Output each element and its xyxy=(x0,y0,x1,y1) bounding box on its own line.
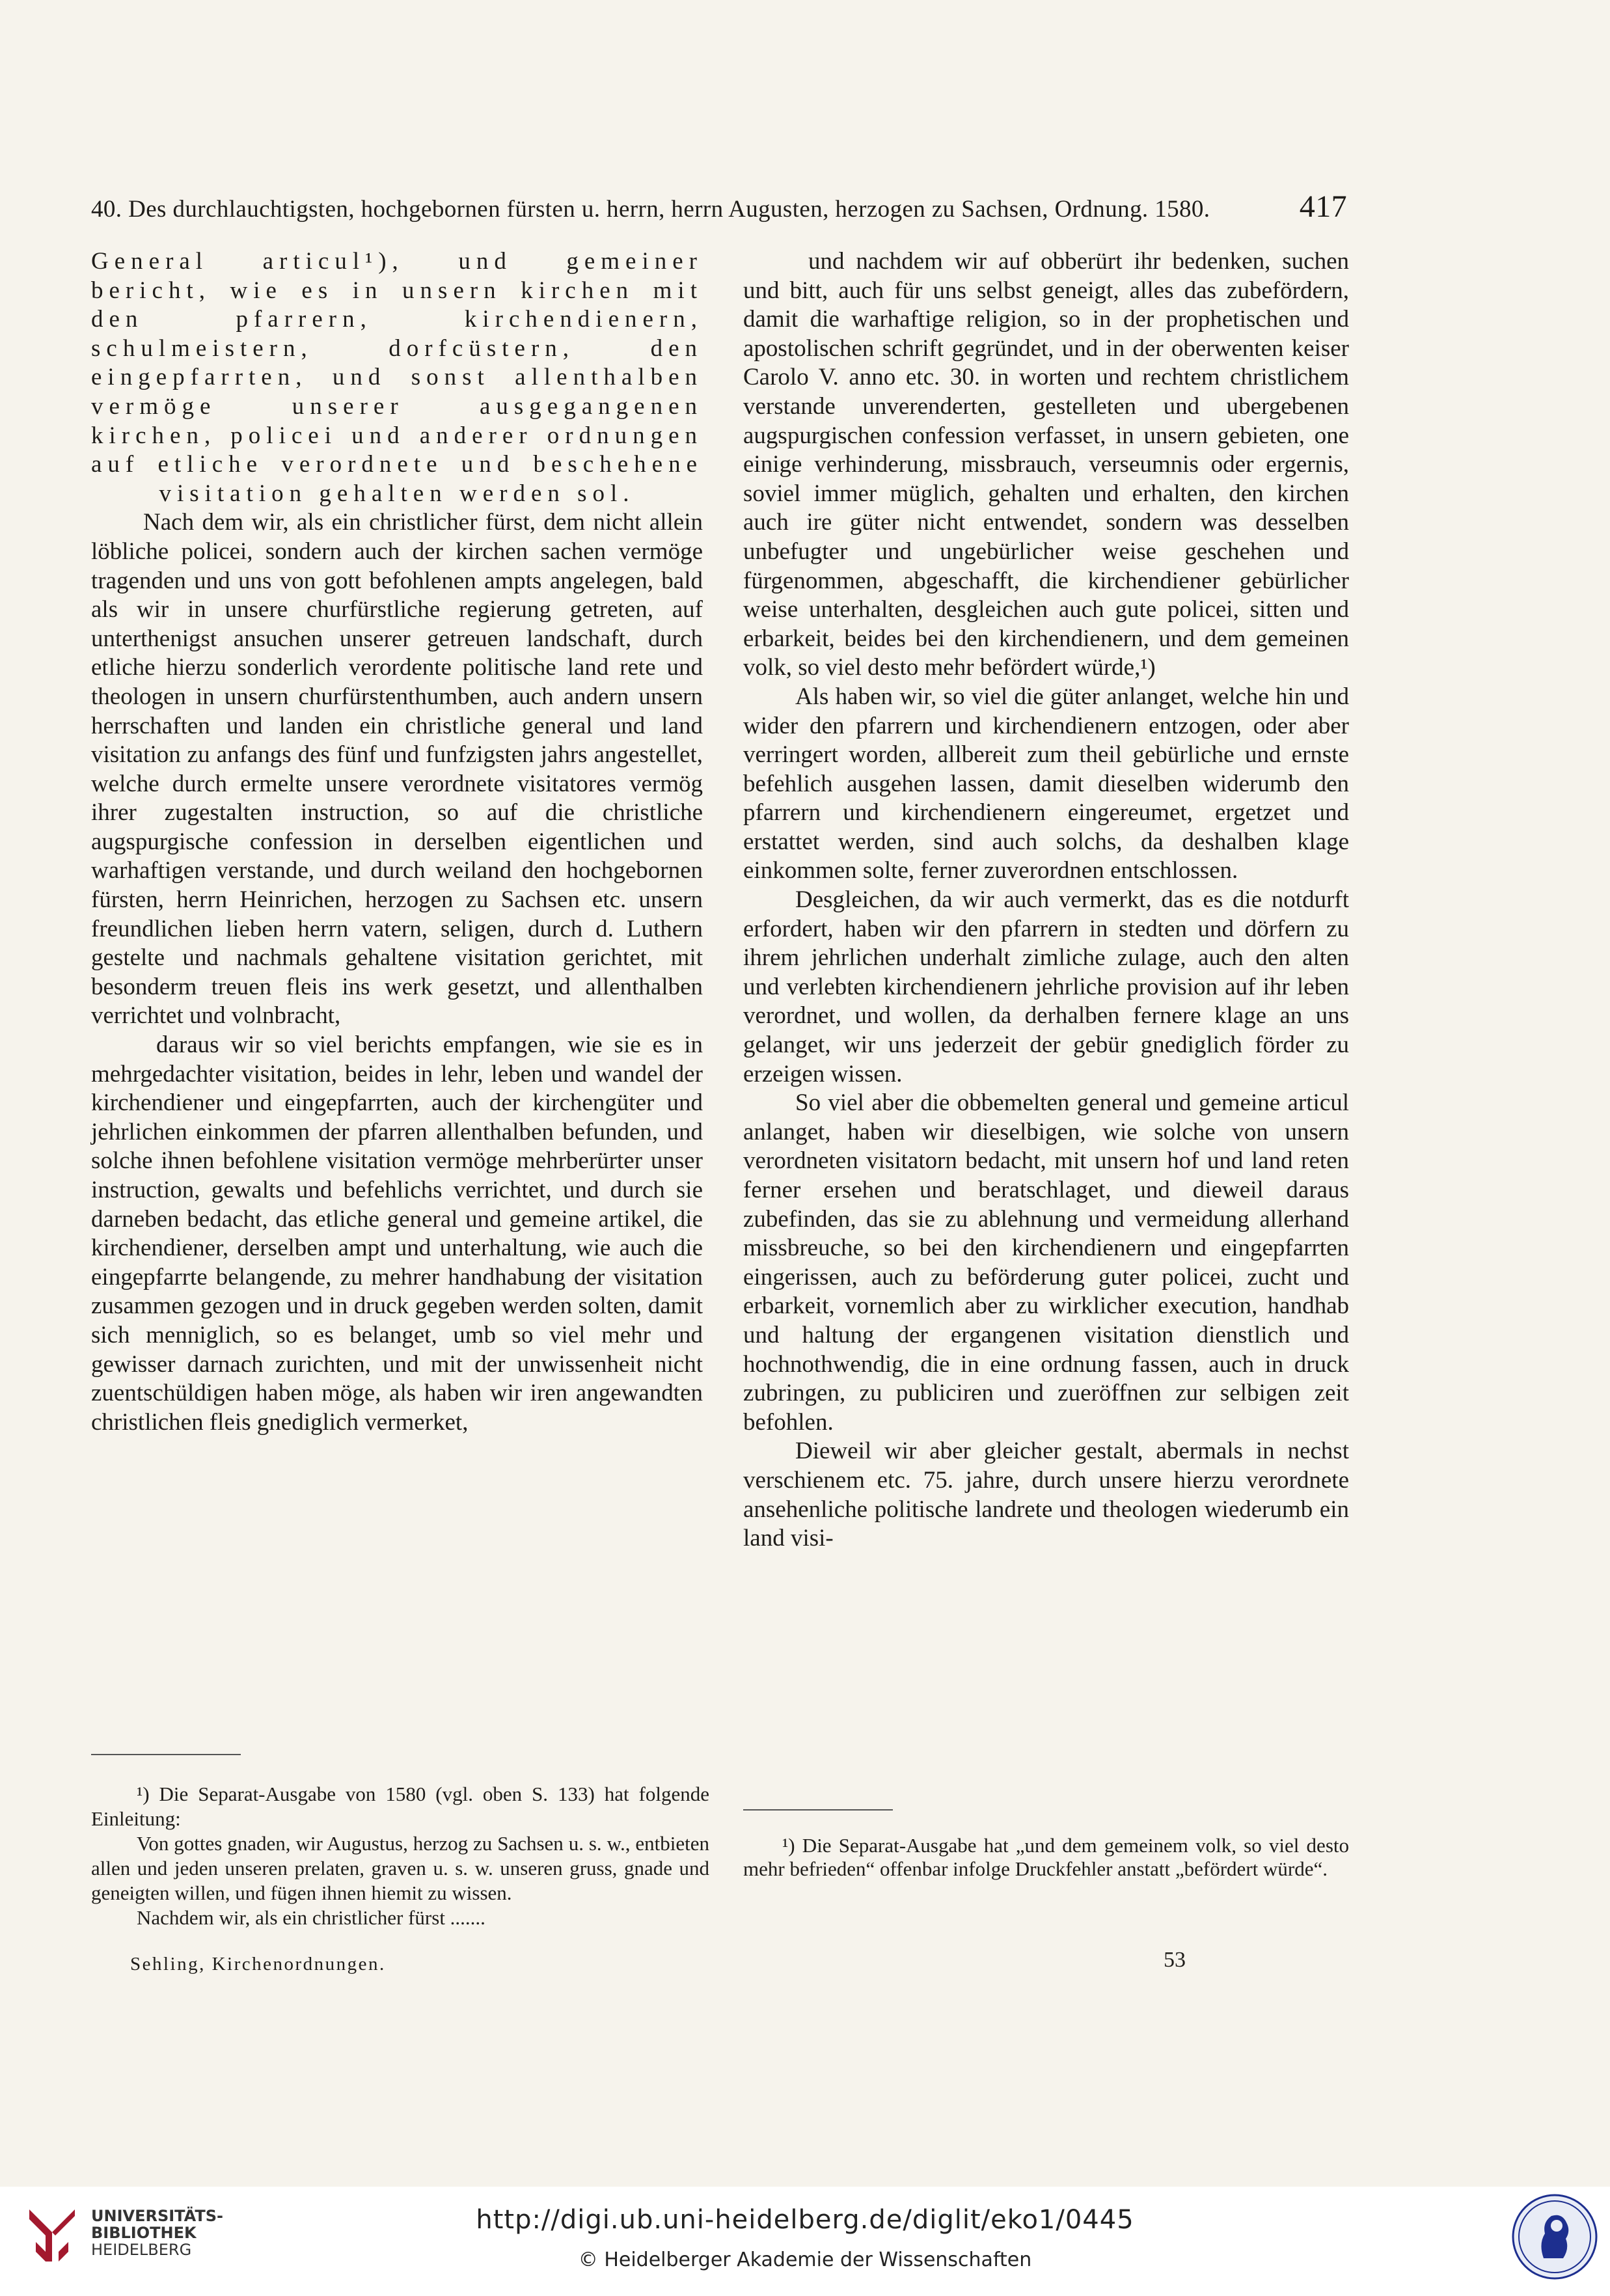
right-paragraph-3: Desgleichen, da wir auch vermerkt, das es die notdurft erfordert, haben wir den pfarrern in stedten und dörfern zu ihrem jehrlichen underhalt zimliche zulage, auch den alten und verlebten kirchendienern jehrliche provision auf ihr leben verordnet, und wollen, da derhalben fernere klage an uns gelanget, wir uns jederzeit der gebür gnediglich förder zu erzeigen wissen. xyxy=(743,886,1349,1087)
footnote-left-3: Nachdem wir, als ein christlicher fürst ....... xyxy=(137,1906,485,1929)
footnote-left-2: Von gottes gnaden, wir Augustus, herzog zu Sachsen u. s. w., entbieten allen und jeden unseren prelaten, graven u. s. w. unseren gruss, gnade und geneigten willen, und fügen ihnen hiemit zu wissen. xyxy=(91,1832,709,1904)
footnote-rule-left xyxy=(91,1754,241,1755)
sheet-number: 53 xyxy=(1164,1948,1186,1972)
footnote-left-1: ¹) Die Separat-Ausgabe von 1580 (vgl. oben S. 133) hat folgende Einleitung: xyxy=(91,1783,709,1830)
right-paragraph-5: Dieweil wir aber gleicher gestalt, abermals in nechst verschienem etc. 75. jahre, durch unsere hierzu verordnete ansehenliche politische landrete und theologen wiederumb ein land visi- xyxy=(743,1438,1349,1552)
right-paragraph-1: und nachdem wir auf obberürt ihr bedenken, suchen und bitt, auch für uns selbst geneigt, alles das zubefördern, damit die warhaftige religion, so in der prophetischen und apostolischen schrift gegründet, und in der oberwenten keiser Carolo V. anno etc. 30. in worten und rechtem christlichem verstande unverenderten, gestelleten und ubergebenen augspurgischen confession verfasset, in unsern gebieten, one einige verhinderung, missbrauch, verseumnis oder ergernis, soviel immer müglich, gehalten und erhalten, den kirchen auch ire güter nicht entwendet, sondern was desselben unbefugter und ungebürlicher weise geschehen und fürgenommen, abgeschafft, die kirchendiener gebürlicher weise unterhalten, desgleichen auch gute policei, sitten und erbarkeit, beides bei den kirchendienern, und dem gemeinen volk, so viel desto mehr befördert würde,¹) xyxy=(743,248,1349,681)
footnote-right xyxy=(743,1834,1349,1881)
footnote-rule-right xyxy=(743,1809,893,1811)
left-paragraph-1: Nach dem wir, als ein christlicher fürst, dem nicht allein löbliche policei, sondern auch der kirchen sachen vermöge tragenden und uns von gott befohlenen ampts angelegen, bald als wir in unsere churfürstliche regierung getreten, auf unterthenigst ansuchen unserer getreuen landschaft, durch etliche hierzu sonderlich verordente politische land rete und theologen in unsern churfürstenthumben, auch andern unsern herrschaften und landen ein christliche general und land visitation zu anfangs des fünf und funfzigsten jahrs angestellet, welche durch ermelte unsere verordnete visitatores vermög ihrer zugestalten instruction, so auf die christliche augspurgische confession in derselben eigentlichen und warhaftigen verstande, und durch weiland den hochgebornen fürsten, herrn Heinrichen, herzogen zu Sachsen etc. unsern freundlichen lieben herrn vatern, seligen, durch d. Luthern gestelte und nachmals gehaltene visitation gerichtet, mit besonderm treuen fleis ins werk gesetzt, und allenthalben verrichtet und volnbracht, xyxy=(91,509,703,1030)
signature-line: Sehling, Kirchenordnungen. xyxy=(130,1954,386,1975)
library-line-3: HEIDELBERG xyxy=(91,2241,192,2259)
page-number: 417 xyxy=(1299,189,1347,224)
library-line-1: UNIVERSITÄTS- xyxy=(91,2207,224,2225)
permalink-url[interactable]: http://digi.ub.uni-heidelberg.de/diglit/eko1/0445 xyxy=(476,2205,1134,2235)
right-paragraph-4: So viel aber die obbemelten general und gemeine articul anlanget, haben wir dieselbigen, wie solche von unsern verordneten visitatorn bedacht, mit unsern hof und land reten ferner ersehen und beratschlaget, und dieweil daraus zubefinden, das sie zu ablehnung und vermeidung allerhand missbreuche, so bei den kirchendienern und eingepfarrten eingerissen, auch zu beförderung guter policei, zucht und erbarkeit, vornemlich aber zu wirklicher execution, handhab und haltung der ergangenen visitation dienstlich und hochnothwendig, die in eine ordnung fassen, auch in druck zubringen, zu publiciren und zueröffnen zur selbigen zeit befohlen. xyxy=(743,1089,1349,1436)
left-paragraph-2: daraus wir so viel berichts empfangen, wie sie es in mehrgedachter visitation, beides in lehr, leben und wandel der kirchendiener und eingepfarrten, auch der kirchengüter und jehrlichen einkommen der pfarren allenthalben befunden, und solche ihnen befohlene visitation vermöge mehrberürter unser instruction, gewalts und befehlichs verrichtet, und durch sie darneben bedacht, das etliche general und gemeine artikel, die kirchendiener, derselben ampt und unterhaltung, wie auch die eingepfarrte belangende, zu mehrer handhabung der visitation zusammen gezogen und in druck gegeben werden solten, damit sich menniglich, so es belanget, umb so viel mehr und gewisser darnach zurichten, und mit der unwissenheit nicht zuentschüldigen haben möge, als haben wir iren angewandten christlichen fleis gnediglich vermerket, xyxy=(91,1032,703,1436)
right-column xyxy=(743,247,1349,1553)
footnote-right-1: ¹) Die Separat-Ausgabe hat „und dem gemeinem volk, so viel desto mehr befrieden“ offenbar infolge Druckfehler anstatt „befördert würde“. xyxy=(743,1834,1349,1880)
library-line-2: BIBLIOTHEK xyxy=(91,2224,197,2242)
right-paragraph-2: Als haben wir, so viel die güter anlanget, welche hin und wider den pfarrern und kirchendienern entzogen, oder aber verringert worden, allbereit zum theil gebürliche und ernste befehlich ausgehen lassen, damit dieselben widerumb den pfarrern und kirchendienern eingereumet, ergetzet und erstattet werden, sind auch solchs, da deshalben klage einkommen solte, ferner zuverordnen entschlossen. xyxy=(743,683,1349,884)
footer-bar xyxy=(0,2187,1610,2296)
running-head xyxy=(91,189,1347,224)
academy-seal-icon[interactable] xyxy=(1511,2193,1599,2281)
footnote-left xyxy=(91,1782,709,1930)
copyright-notice: © Heidelberger Akademie der Wissenschaften xyxy=(578,2248,1032,2271)
section-heading: General articul¹), und gemeiner bericht, wie es in unsern kirchen mit den pfarrern, kirchendienern, schulmeistern, dorfcüstern, den eingepfarrten, und sonst allenthalben vermöge unserer ausgegangenen kirchen, policei und anderer ordnungen auf etliche verordnete und beschehene visitation gehalten werden sol. xyxy=(91,248,703,507)
running-title: 40. Des durchlauchtigsten, hochgebornen fürsten u. herrn, herrn Augusten, herzogen zu Sachsen, Ordnung. 1580. xyxy=(91,196,1210,223)
left-column xyxy=(91,247,703,1437)
